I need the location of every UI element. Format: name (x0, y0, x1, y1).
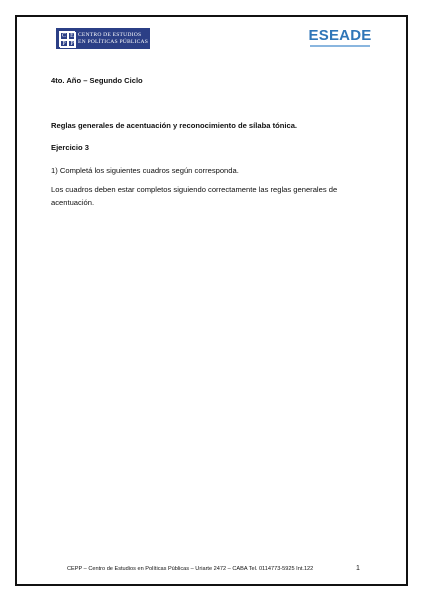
cepp-letter: C (61, 32, 66, 39)
page-border (15, 15, 408, 586)
cepp-letter: P (68, 40, 76, 48)
eseade-logo (307, 28, 373, 50)
cepp-logo-line1: CENTRO DE ESTUDIOS (78, 31, 142, 38)
cepp-logo-text (78, 32, 148, 46)
exercise-title: Ejercicio 3 (51, 143, 89, 152)
cepp-emblem (59, 31, 75, 47)
cepp-letter: E (68, 32, 76, 40)
course-label: 4to. Año – Segundo Ciclo (51, 76, 143, 85)
cepp-logo (56, 28, 150, 49)
note-paragraph: Los cuadros deben estar completos siguiendo correctamente las reglas generales de acentuación. (51, 185, 338, 207)
footer-text: CEPP – Centro de Estudios en Políticas Públicas – Uriarte 2472 – CABA Tel. 0114773-5925 Int.122 (67, 566, 314, 572)
eseade-logo-name: ESEADE (308, 27, 372, 44)
cepp-letter: P (60, 40, 68, 48)
page-number: 1 (356, 565, 360, 572)
instruction-text: 1) Completá los siguientes cuadros según corresponda. (51, 166, 239, 175)
topic-heading: Reglas generales de acentuación y reconocimiento de sílaba tónica. (51, 121, 298, 130)
cepp-logo-line2: EN POLÍTICAS PÚBLICAS (78, 38, 149, 45)
eseade-logo-underline (310, 45, 370, 47)
